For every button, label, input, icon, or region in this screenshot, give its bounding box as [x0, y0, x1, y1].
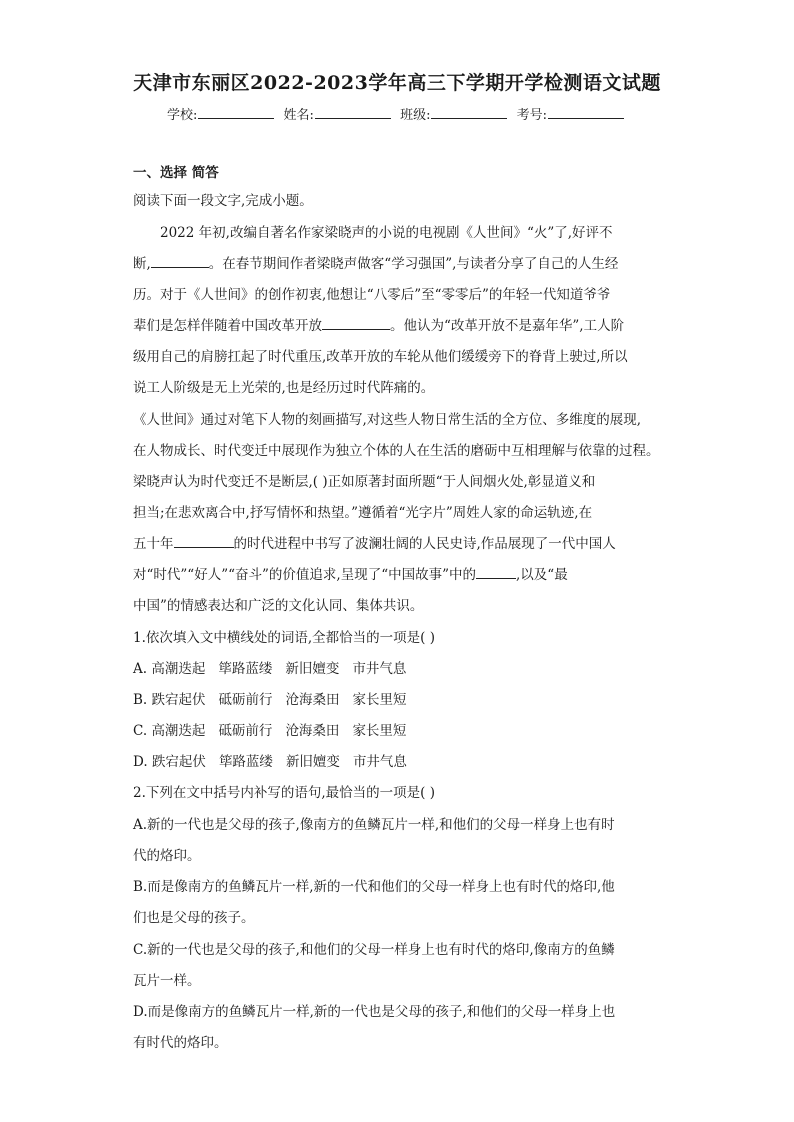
answer-blank	[322, 317, 390, 330]
name-blank	[315, 106, 391, 119]
option-word: 新旧嬗变	[285, 754, 340, 770]
passage-line: 梁晓声认为时代变迁不是断层,( )正如原著封面所题“于人间烟火处,彰显道义和	[133, 474, 596, 490]
option-c[interactable]	[133, 721, 419, 741]
passage-line: 中国”的情感表达和广泛的文化认同、集体共识。	[133, 598, 424, 614]
passage-line: 《人世间》通过对笔下人物的刻画描写,对这些人物日常生活的全方位、多维度的展现,	[133, 412, 642, 428]
option-word: 跌宕起伏	[151, 692, 206, 708]
option-word: 家长里短	[352, 723, 407, 739]
option-word: 沧海桑田	[285, 723, 340, 739]
passage-line: 级用自己的肩膀扛起了时代重压,改革开放的车轮从他们缓缓旁下的脊背上驶过,所以	[133, 349, 628, 365]
page-title: 天津市东丽区2022-2023学年高三下学期开学检测语文试题	[133, 72, 661, 94]
option-word: 筚路蓝缕	[218, 754, 273, 770]
answer-blank	[151, 255, 209, 268]
number-blank	[548, 106, 624, 119]
option-label: B.	[133, 692, 148, 708]
school-label: 学校:	[167, 108, 198, 123]
option-word: 砥砺前行	[218, 723, 273, 739]
option-word: 市井气息	[352, 754, 407, 770]
passage-text: 。在春节期间作者梁晓声做客“学习强国”,与读者分享了自己的人生经	[208, 256, 619, 272]
option-b[interactable]	[133, 690, 420, 710]
option-word: 砥砺前行	[218, 692, 273, 708]
option-label: D.	[133, 754, 148, 770]
passage-line: 2022 年初,改编自著名作家梁晓声的小说的电视剧《人世间》“火”了,好评不	[160, 225, 613, 241]
passage-line: 担当;在悲欢离合中,抒写情怀和热望。”遵循着“光字片”周姓人家的命运轨迹,在	[133, 505, 593, 521]
passage-text: 五十年	[133, 536, 174, 552]
option-word: 市井气息	[352, 661, 407, 677]
question-stem: 2.下列在文中括号内补写的语句,最恰当的一项是( )	[133, 785, 435, 801]
answer-blank	[476, 566, 516, 579]
passage-line	[133, 316, 624, 336]
option-c[interactable]: C.新的一代也是父母的孩子,和他们的父母一样身上也有时代的烙印,像南方的鱼鳞	[133, 942, 615, 958]
student-info-line	[0, 104, 794, 123]
option-a-continued: 代的烙印。	[133, 848, 201, 864]
option-d[interactable]: D.而是像南方的鱼鳞瓦片一样,新的一代也是父母的孩子,和他们的父母一样身上也	[133, 1004, 616, 1020]
option-label: C.	[133, 723, 148, 739]
number-label: 考号:	[516, 108, 547, 123]
option-b-continued: 们也是父母的孩子。	[133, 910, 255, 926]
option-word: 高潮迭起	[151, 723, 206, 739]
option-word: 新旧嬗变	[285, 661, 340, 677]
option-word: 跌宕起伏	[151, 754, 206, 770]
passage-text: 断,	[133, 256, 151, 272]
option-d[interactable]	[133, 752, 420, 772]
answer-blank	[174, 535, 234, 548]
option-word: 高潮迭起	[151, 661, 206, 677]
option-word: 家长里短	[352, 692, 407, 708]
option-word: 筚路蓝缕	[218, 661, 273, 677]
passage-text: 对“时代”“好人”“奋斗”的价值追求,呈现了“中国故事”中的	[133, 567, 477, 583]
option-d-continued: 有时代的烙印。	[133, 1035, 228, 1051]
class-blank	[431, 106, 507, 119]
passage-line: 历。对于《人世间》的创作初衷,他想让“八零后”至“零零后”的年轻一代知道爷爷	[133, 287, 611, 303]
passage-line	[133, 254, 618, 274]
option-word: 沧海桑田	[285, 692, 340, 708]
passage-text: ,以及“最	[516, 567, 568, 583]
option-a[interactable]	[133, 659, 419, 679]
passage-line: 说工人阶级是无上光荣的,也是经历过时代阵痛的。	[133, 380, 435, 396]
school-blank	[198, 106, 274, 119]
option-c-continued: 瓦片一样。	[133, 973, 201, 989]
passage-text: 。他认为“改革开放不是嘉年华”,工人阶	[390, 318, 625, 334]
name-label: 姓名:	[283, 108, 314, 123]
passage-text: 辈们是怎样伴随着中国改革开放	[133, 318, 322, 334]
question-stem: 1.依次填入文中横线处的词语,全都恰当的一项是( )	[133, 630, 435, 646]
class-label: 班级:	[400, 108, 431, 123]
section-instruction: 阅读下面一段文字,完成小题。	[133, 193, 313, 209]
option-a[interactable]: A.新的一代也是父母的孩子,像南方的鱼鳞瓦片一样,和他们的父母一样身上也有时	[133, 817, 615, 833]
passage-text: 的时代进程中书写了波澜壮阔的人民史诗,作品展现了一代中国人	[233, 536, 616, 552]
passage-line	[133, 534, 616, 554]
section-heading: 一、选择 简答	[133, 165, 219, 181]
option-label: A.	[133, 661, 148, 677]
option-b[interactable]: B.而是像南方的鱼鳞瓦片一样,新的一代和他们的父母一样身上也有时代的烙印,他	[133, 879, 615, 895]
passage-line	[133, 565, 568, 585]
passage-line: 在人物成长、时代变迁中展现作为独立个体的人在生活的磨砺中互相理解与依靠的过程。	[133, 443, 660, 459]
